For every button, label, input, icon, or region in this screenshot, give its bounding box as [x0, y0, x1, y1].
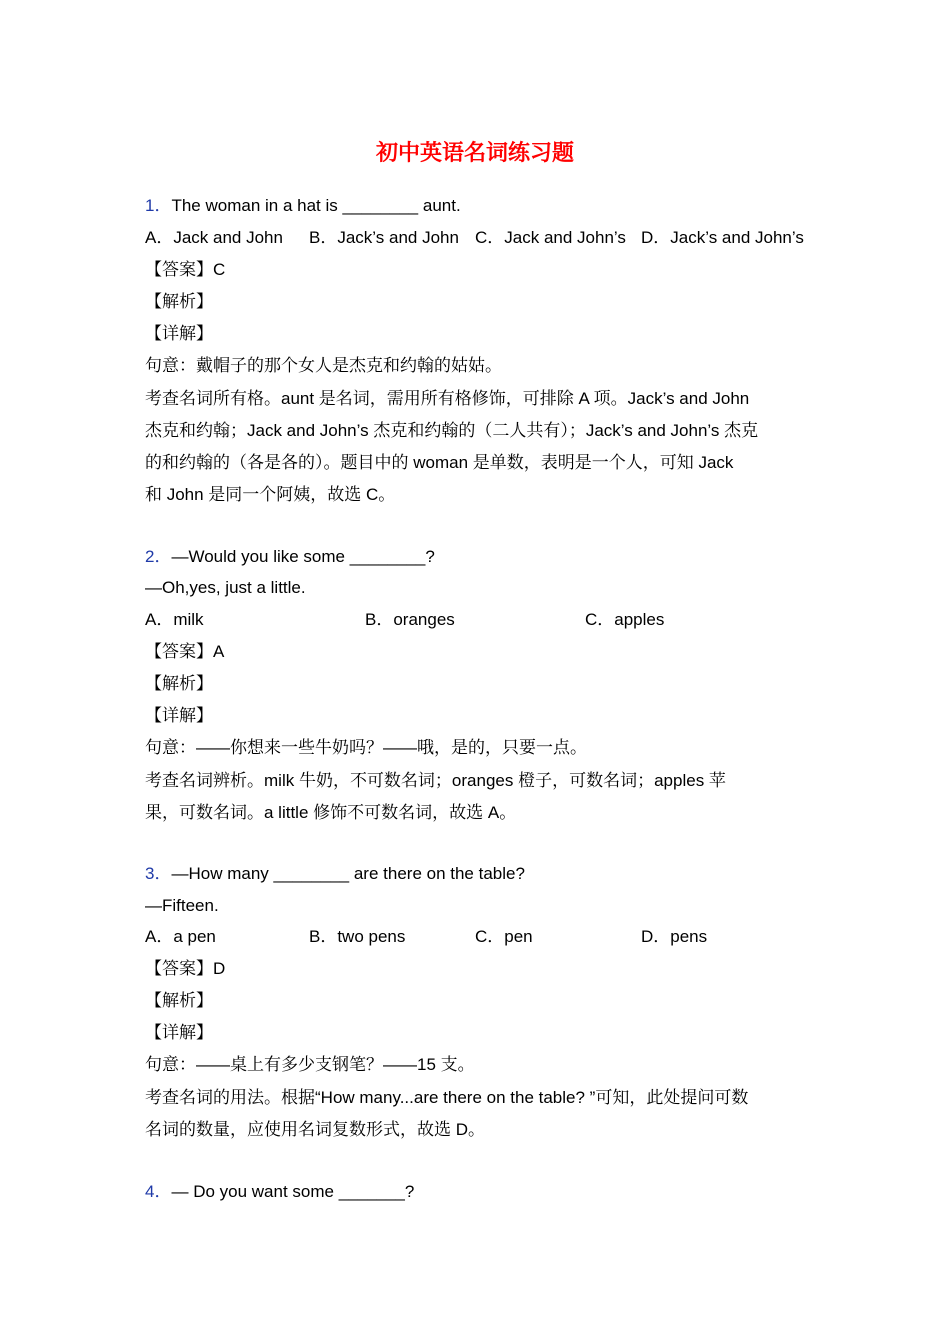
question-4-number: 4．	[145, 1182, 172, 1201]
question-1-explanation-line: 和 John 是同一个阿姨，故选 C。	[145, 485, 396, 504]
question-1-explanation-line: 杰克和约翰；Jack and John’s 杰克和约翰的（二人共有）；Jack’s and John’s 杰克	[145, 421, 759, 440]
question-2-dialogue: —Oh,yes, just a little.	[145, 578, 306, 597]
question-2-explanation-line: 考查名词辨析。milk 牛奶，不可数名词；oranges 橙子，可数名词；apples 苹	[145, 771, 726, 790]
question-2-number: 2．	[145, 547, 172, 566]
question-3-analysis-label: 【解析】	[145, 991, 213, 1010]
question-3-dialogue: —Fifteen.	[145, 896, 219, 915]
question-1-explanation-line: 的和约翰的（各是各的）。题目中的 woman 是单数，表明是一个人，可知 Jack	[145, 453, 734, 472]
question-3-explanation-line: 考查名词的用法。根据“How many...are there on the table? ”可知，此处提问可数	[145, 1088, 749, 1107]
question-4-stem-line	[145, 1176, 810, 1208]
question-1-detail-label: 【详解】	[145, 324, 213, 343]
question-2-option-c: C．apples	[585, 610, 665, 629]
question-2-answer: 【答案】A	[145, 642, 225, 661]
question-3-option-c: C．pen	[475, 927, 533, 946]
question-3-explanation-line: 名词的数量，应使用名词复数形式，故选 D。	[145, 1120, 485, 1139]
question-2-option-a: A．milk	[145, 610, 204, 629]
question-3-stem-line	[145, 858, 810, 890]
question-1-option-b: B．Jack’s and John	[309, 228, 459, 247]
question-3-option-d: D．pens	[641, 927, 708, 946]
question-2-explanation-line: 果，可数名词。a little 修饰不可数名词，故选 A。	[145, 803, 517, 822]
question-1-option-a: A．Jack and John	[145, 228, 283, 247]
question-2-option-b: B．oranges	[365, 610, 455, 629]
question-3-explanation-line: 句意：——桌上有多少支钢笔？——15 支。	[145, 1055, 475, 1074]
question-2-explanation-line: 句意：——你想来一些牛奶吗？——哦，是的，只要一点。	[145, 738, 587, 757]
question-1-number: 1．	[145, 196, 172, 215]
question-3-option-b: B．two pens	[309, 927, 406, 946]
page-title: 初中英语名词练习题	[375, 140, 574, 166]
question-1-explanation-line: 考查名词所有格。aunt 是名词，需用所有格修饰，可排除 A 项。Jack’s and John	[145, 389, 750, 408]
question-2-analysis-label: 【解析】	[145, 674, 213, 693]
question-2-stem-line	[145, 541, 810, 573]
question-1-stem: The woman in a hat is ________ aunt.	[171, 196, 461, 215]
question-2-detail-label: 【详解】	[145, 706, 213, 725]
question-3-detail-label: 【详解】	[145, 1023, 213, 1042]
question-1-option-d: D．Jack’s and John’s	[641, 228, 804, 247]
question-1-option-c: C．Jack and John’s	[475, 228, 626, 247]
question-4-stem: — Do you want some _______?	[171, 1182, 415, 1201]
question-1-stem-line	[145, 190, 810, 222]
question-3-option-a: A．a pen	[145, 927, 216, 946]
question-3-stem: —How many ________ are there on the table?	[171, 864, 525, 883]
question-1-analysis-label: 【解析】	[145, 292, 213, 311]
question-1-explanation-line: 句意：戴帽子的那个女人是杰克和约翰的姑姑。	[145, 356, 502, 375]
question-3-number: 3．	[145, 864, 172, 883]
question-3-answer: 【答案】D	[145, 959, 226, 978]
question-2-stem: —Would you like some ________?	[171, 547, 435, 566]
question-1-answer: 【答案】C	[145, 260, 226, 279]
